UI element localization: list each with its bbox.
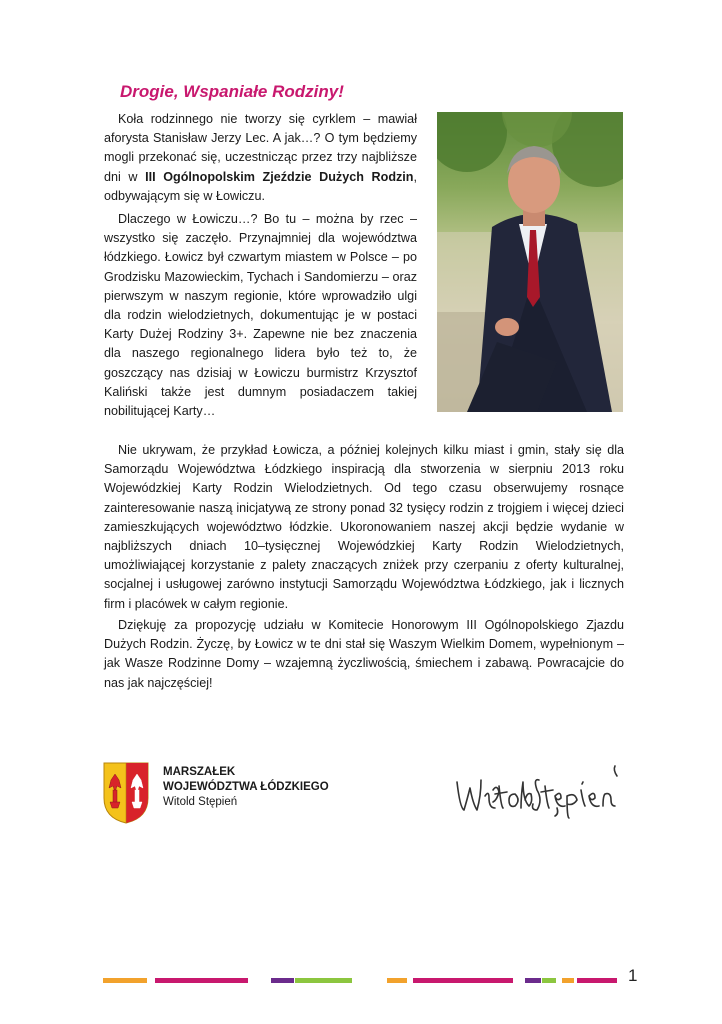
footer-color-bar (0, 978, 722, 984)
paragraph-1-text-b: , odbywającym się w Łowiczu. (104, 169, 417, 203)
paragraph-1 (104, 110, 417, 206)
footer-segment (577, 978, 617, 983)
footer-segment (413, 978, 513, 983)
signature-title-line-1: MARSZAŁEK (163, 766, 236, 778)
footer-segment (525, 978, 541, 983)
paragraph-2: Dlaczego w Łowiczu…? Bo tu – można by rzec – wszystko się zaczęło. Przynajmniej dla województwa łódzkiego. Łowicz był czwartym miastem w Polsce – po Grodzisku Mazowieckim, Tychach i Sandomierzu – oraz pierwszym w naszym regionie, które wprowadziło ulgi dla rodzin wielodzietnych, dokumentując je w postaci Karty Dużej Rodziny 3+. Zapewne nie bez znaczenia dla naszego regionalnego lidera było też to, że goszczący nas dzisiaj w Łowiczu burmistrz Krzysztof Kaliński także jest dumnym posiadaczem takiej nobilitującej Karty… (104, 212, 417, 419)
signature-title-line-2: WOJEWÓDZTWA ŁÓDZKIEGO (163, 781, 329, 793)
paragraph-1-text-a: Koła rodzinnego nie tworzy się cyrklem – mawiał aforysta Stanisław Jerzy Lec. A jak…? O tym będziemy mogli przekonać się, uczestnicząc przez trzy najbliższe dni w (104, 112, 417, 184)
footer-segment (103, 978, 147, 983)
portrait-illustration (437, 112, 623, 412)
paragraph-3: Nie ukrywam, że przykład Łowicza, a później kolejnych kilku miast i gmin, stały się dla Samorządu Województwa Łódzkiego inspiracją dla stworzenia w sierpniu 2013 roku Wojewódzkiej Karty Rodzin Wielodzietnych. Od tego czasu obserwujemy rosnące zainteresowanie naszą inicjatywą ze strony ponad 32 tysięcy rodzin z trojgiem i więcej dzieci zamieszkujących województwo łódzkie. Ukoronowaniem naszej akcji będzie wydanie w najbliższych dniach 10–tysięcznej Wojewódzkiej Karty Rodzin Wielodzietnych, umożliwiającej korzystanie z palety znaczących zniżek przy czerpaniu z oferty kulturalnej, socjalnej i usługowej zarówno instytucji Samorządu Województwa Łódzkiego, jak i licznych firm i placówek w całym regionie. (104, 443, 624, 611)
coat-of-arms-icon (103, 762, 149, 824)
signature-title-block (163, 765, 329, 810)
signatory-name: Witold Stępień (163, 796, 238, 808)
footer-segment (387, 978, 407, 983)
paragraph-1-bold: III Ogólnopolskim Zjeździe Dużych Rodzin (145, 169, 414, 184)
letter-heading: Drogie, Wspaniałe Rodziny! (120, 82, 344, 101)
paragraph-4: Dziękuję za propozycję udziału w Komitecie Honorowym III Ogólnopolskiego Zjazdu Dużych Rodzin. Życzę, by Łowicz w te dni stał się Waszym Wielkim Domem, wypełnionym – jak Wasze Rodzinne Domy – wzajemną życzliwością, śmiechem i zabawą. Powracajcie do nas jak najczęściej! (104, 618, 624, 690)
page-number: 1 (628, 966, 638, 985)
portrait-photo (437, 112, 623, 412)
footer-segment (295, 978, 352, 983)
footer-segment (562, 978, 574, 983)
footer-segment (155, 978, 248, 983)
footer-segment (271, 978, 294, 983)
handwritten-signature (455, 760, 627, 820)
footer-segment (542, 978, 556, 983)
